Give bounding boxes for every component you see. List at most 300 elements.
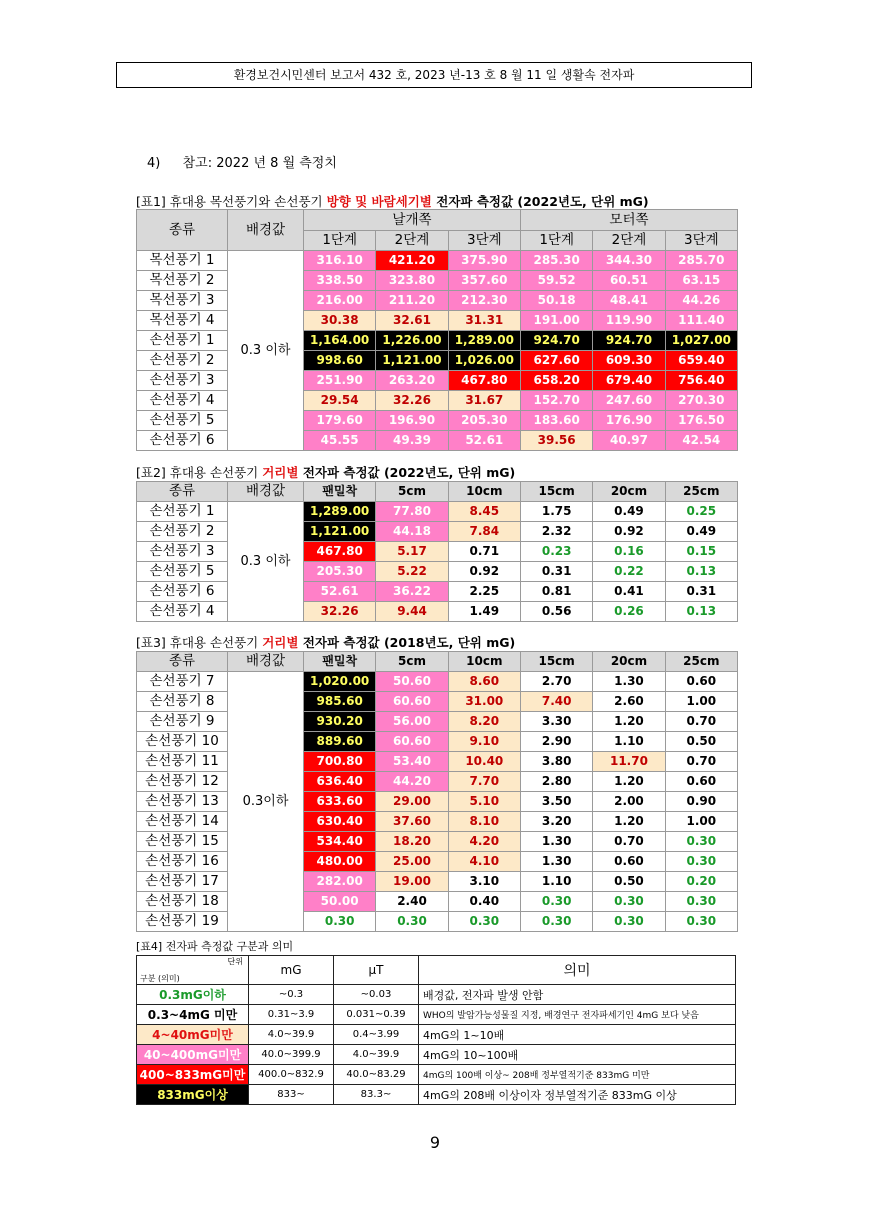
- value-cell: 216.00: [304, 291, 376, 311]
- value-cell: 31.00: [448, 692, 520, 712]
- value-cell: 9.10: [448, 732, 520, 752]
- value-cell: 42.54: [665, 431, 737, 451]
- value-cell: 1,026.00: [448, 351, 520, 371]
- value-cell: 7.84: [448, 522, 520, 542]
- col-distance-header: 20cm: [593, 652, 665, 672]
- value-cell: 627.60: [520, 351, 592, 371]
- value-cell: 183.60: [520, 411, 592, 431]
- ut-range: 0.031~0.39: [334, 1005, 419, 1025]
- mg-range: 833~: [249, 1085, 334, 1105]
- value-cell: 32.26: [376, 391, 448, 411]
- ut-range: 0.4~3.99: [334, 1025, 419, 1045]
- value-cell: 0.30: [665, 852, 737, 872]
- value-cell: 4.10: [448, 852, 520, 872]
- table-row: [137, 331, 738, 351]
- value-cell: 534.40: [304, 832, 376, 852]
- value-cell: 1,027.00: [665, 331, 737, 351]
- value-cell: 889.60: [304, 732, 376, 752]
- value-cell: 0.22: [593, 562, 665, 582]
- col-distance-header: 팬밀착: [304, 482, 376, 502]
- value-cell: 0.56: [520, 602, 592, 622]
- row-name: 손선풍기 9: [137, 712, 228, 732]
- col-blade-group: 날개쪽: [304, 210, 521, 231]
- value-cell: 8.20: [448, 712, 520, 732]
- row-name: 목선풍기 3: [137, 291, 228, 311]
- value-cell: 2.00: [593, 792, 665, 812]
- value-cell: 191.00: [520, 311, 592, 331]
- value-cell: 924.70: [593, 331, 665, 351]
- value-cell: 77.80: [376, 502, 448, 522]
- value-cell: 467.80: [304, 542, 376, 562]
- value-cell: 0.30: [593, 892, 665, 912]
- value-cell: 7.70: [448, 772, 520, 792]
- value-cell: 985.60: [304, 692, 376, 712]
- value-cell: 211.20: [376, 291, 448, 311]
- legend-row: [137, 985, 736, 1005]
- value-cell: 0.41: [593, 582, 665, 602]
- value-cell: 44.26: [665, 291, 737, 311]
- value-cell: 0.30: [665, 892, 737, 912]
- value-cell: 0.71: [448, 542, 520, 562]
- background-value: 0.3 이하: [228, 251, 304, 451]
- value-cell: 8.45: [448, 502, 520, 522]
- row-name: 손선풍기 14: [137, 812, 228, 832]
- col-meaning-header: 의미: [419, 956, 736, 985]
- value-cell: 0.70: [665, 752, 737, 772]
- value-cell: 700.80: [304, 752, 376, 772]
- table-row: [137, 852, 738, 872]
- col-type-header: 종류: [137, 482, 228, 502]
- row-name: 목선풍기 1: [137, 251, 228, 271]
- range-label: 0.3mG이하: [137, 985, 249, 1005]
- row-name: 손선풍기 2: [137, 351, 228, 371]
- value-cell: 1,121.00: [304, 522, 376, 542]
- meaning: 4mG의 100배 이상~ 208배 정부열적기준 833mG 미만: [419, 1065, 736, 1085]
- value-cell: 323.80: [376, 271, 448, 291]
- row-name: 손선풍기 15: [137, 832, 228, 852]
- value-cell: 1,289.00: [448, 331, 520, 351]
- value-cell: 0.30: [665, 912, 737, 932]
- value-cell: 31.31: [448, 311, 520, 331]
- col-distance-header: 5cm: [376, 482, 448, 502]
- value-cell: 998.60: [304, 351, 376, 371]
- table-row: [137, 271, 738, 291]
- value-cell: 756.40: [665, 371, 737, 391]
- meaning: WHO의 발암가능성물질 지정, 배경연구 전자파세기인 4mG 보다 낮음: [419, 1005, 736, 1025]
- ut-range: 83.3~: [334, 1085, 419, 1105]
- table-row: [137, 872, 738, 892]
- col-motor-group: 모터쪽: [520, 210, 737, 231]
- table-row: [137, 792, 738, 812]
- value-cell: 0.30: [665, 832, 737, 852]
- table-row: [137, 411, 738, 431]
- value-cell: 480.00: [304, 852, 376, 872]
- col-bg-header: 배경값: [228, 652, 304, 672]
- value-cell: 636.40: [304, 772, 376, 792]
- col-ut-header: μT: [334, 956, 419, 985]
- value-cell: 1.30: [593, 672, 665, 692]
- col-mg-header: mG: [249, 956, 334, 985]
- value-cell: 2.90: [520, 732, 592, 752]
- range-label: 0.3~4mG 미만: [137, 1005, 249, 1025]
- value-cell: 10.40: [448, 752, 520, 772]
- value-cell: 0.60: [665, 672, 737, 692]
- value-cell: 3.20: [520, 812, 592, 832]
- value-cell: 40.97: [593, 431, 665, 451]
- value-cell: 2.70: [520, 672, 592, 692]
- value-cell: 285.30: [520, 251, 592, 271]
- value-cell: 1,289.00: [304, 502, 376, 522]
- row-name: 손선풍기 12: [137, 772, 228, 792]
- row-name: 손선풍기 18: [137, 892, 228, 912]
- value-cell: 2.80: [520, 772, 592, 792]
- row-name: 손선풍기 7: [137, 672, 228, 692]
- value-cell: 205.30: [448, 411, 520, 431]
- value-cell: 0.30: [520, 912, 592, 932]
- value-cell: 25.00: [376, 852, 448, 872]
- background-value: 0.3이하: [228, 672, 304, 932]
- section-heading: [147, 152, 337, 171]
- table-row: [137, 692, 738, 712]
- mg-range: 40.0~399.9: [249, 1045, 334, 1065]
- value-cell: 1.00: [665, 812, 737, 832]
- value-cell: 0.30: [593, 912, 665, 932]
- page-number: 9: [429, 1133, 441, 1152]
- range-label: 4~40mG미만: [137, 1025, 249, 1045]
- row-name: 손선풍기 4: [137, 391, 228, 411]
- section-title: 참고: 2022 년 8 월 측정치: [182, 156, 337, 171]
- value-cell: 2.32: [520, 522, 592, 542]
- table1-caption: [표1] 휴대용 목선풍기와 손선풍기 방향 및 바람세기별 전자파 측정값 (2022년도, 단위 mG): [136, 194, 649, 209]
- value-cell: 924.70: [520, 331, 592, 351]
- table-row: [137, 351, 738, 371]
- value-cell: 45.55: [304, 431, 376, 451]
- corner-category: 구분 (의미): [140, 974, 180, 983]
- report-header: 환경보건시민센터 보고서 432 호, 2023 년-13 호 8 월 11 일 생활속 전자파: [116, 62, 752, 88]
- table-row: [137, 812, 738, 832]
- value-cell: 179.60: [304, 411, 376, 431]
- meaning: 배경값, 전자파 발생 안함: [419, 985, 736, 1005]
- legend-row: [137, 1085, 736, 1105]
- value-cell: 2.25: [448, 582, 520, 602]
- value-cell: 18.20: [376, 832, 448, 852]
- value-cell: 63.15: [665, 271, 737, 291]
- value-cell: 659.40: [665, 351, 737, 371]
- table2-caption: [표2] 휴대용 손선풍기 거리별 전자파 측정값 (2022년도, 단위 mG): [136, 465, 516, 480]
- col-step-header: 2단계: [593, 231, 665, 251]
- value-cell: 0.13: [665, 562, 737, 582]
- value-cell: 0.30: [376, 912, 448, 932]
- row-name: 손선풍기 5: [137, 411, 228, 431]
- col-step-header: 3단계: [665, 231, 737, 251]
- value-cell: 30.38: [304, 311, 376, 331]
- section-number: 4): [147, 156, 161, 171]
- value-cell: 0.70: [593, 832, 665, 852]
- row-name: 손선풍기 1: [137, 331, 228, 351]
- value-cell: 421.20: [376, 251, 448, 271]
- value-cell: 19.00: [376, 872, 448, 892]
- value-cell: 60.60: [376, 692, 448, 712]
- row-name: 손선풍기 11: [137, 752, 228, 772]
- row-name: 손선풍기 16: [137, 852, 228, 872]
- value-cell: 2.60: [593, 692, 665, 712]
- range-label: 40~400mG미만: [137, 1045, 249, 1065]
- value-cell: 0.31: [665, 582, 737, 602]
- value-cell: 152.70: [520, 391, 592, 411]
- legend-row: [137, 1025, 736, 1045]
- table3-caption: [표3] 휴대용 손선풍기 거리별 전자파 측정값 (2018년도, 단위 mG): [136, 635, 516, 650]
- col-bg-header: 배경값: [228, 210, 304, 251]
- row-name: 손선풍기 6: [137, 582, 228, 602]
- col-step-header: 1단계: [520, 231, 592, 251]
- value-cell: 3.50: [520, 792, 592, 812]
- legend-row: [137, 1065, 736, 1085]
- value-cell: 48.41: [593, 291, 665, 311]
- col-distance-header: 10cm: [448, 652, 520, 672]
- value-cell: 60.60: [376, 732, 448, 752]
- table-row: [137, 602, 738, 622]
- value-cell: 0.50: [665, 732, 737, 752]
- value-cell: 247.60: [593, 391, 665, 411]
- value-cell: 176.90: [593, 411, 665, 431]
- value-cell: 1.75: [520, 502, 592, 522]
- value-cell: 1.10: [593, 732, 665, 752]
- value-cell: 1.49: [448, 602, 520, 622]
- value-cell: 1,164.00: [304, 331, 376, 351]
- table-row: [137, 732, 738, 752]
- table4-caption: [표4] 전자파 측정값 구분과 의미: [136, 940, 294, 953]
- row-name: 손선풍기 2: [137, 522, 228, 542]
- row-name: 손선풍기 17: [137, 872, 228, 892]
- value-cell: 0.23: [520, 542, 592, 562]
- row-name: 손선풍기 4: [137, 602, 228, 622]
- value-cell: 0.70: [665, 712, 737, 732]
- value-cell: 9.44: [376, 602, 448, 622]
- value-cell: 44.20: [376, 772, 448, 792]
- range-label: 833mG이상: [137, 1085, 249, 1105]
- value-cell: 50.00: [304, 892, 376, 912]
- value-cell: 0.13: [665, 602, 737, 622]
- col-distance-header: 25cm: [665, 652, 737, 672]
- col-distance-header: 25cm: [665, 482, 737, 502]
- value-cell: 44.18: [376, 522, 448, 542]
- value-cell: 1,226.00: [376, 331, 448, 351]
- value-cell: 0.26: [593, 602, 665, 622]
- value-cell: 29.00: [376, 792, 448, 812]
- value-cell: 357.60: [448, 271, 520, 291]
- row-name: 손선풍기 5: [137, 562, 228, 582]
- value-cell: 60.51: [593, 271, 665, 291]
- table-row: [137, 522, 738, 542]
- col-distance-header: 5cm: [376, 652, 448, 672]
- value-cell: 0.30: [448, 912, 520, 932]
- value-cell: 3.80: [520, 752, 592, 772]
- value-cell: 36.22: [376, 582, 448, 602]
- table1-by-direction: [136, 209, 738, 451]
- col-distance-header: 15cm: [520, 482, 592, 502]
- mg-range: 400.0~832.9: [249, 1065, 334, 1085]
- mg-range: 0.31~3.9: [249, 1005, 334, 1025]
- value-cell: 5.17: [376, 542, 448, 562]
- table-row: [137, 542, 738, 562]
- value-cell: 0.25: [665, 502, 737, 522]
- row-name: 손선풍기 3: [137, 542, 228, 562]
- value-cell: 39.56: [520, 431, 592, 451]
- col-step-header: 3단계: [448, 231, 520, 251]
- value-cell: 50.60: [376, 672, 448, 692]
- value-cell: 111.40: [665, 311, 737, 331]
- value-cell: 0.60: [593, 852, 665, 872]
- value-cell: 3.30: [520, 712, 592, 732]
- mg-range: 4.0~39.9: [249, 1025, 334, 1045]
- value-cell: 0.49: [593, 502, 665, 522]
- value-cell: 32.61: [376, 311, 448, 331]
- value-cell: 0.20: [665, 872, 737, 892]
- corner-unit: 단위: [227, 957, 243, 966]
- value-cell: 0.16: [593, 542, 665, 562]
- value-cell: 50.18: [520, 291, 592, 311]
- col-distance-header: 15cm: [520, 652, 592, 672]
- value-cell: 176.50: [665, 411, 737, 431]
- table-row: [137, 562, 738, 582]
- row-name: 손선풍기 6: [137, 431, 228, 451]
- value-cell: 5.22: [376, 562, 448, 582]
- corner-cell: [137, 956, 249, 985]
- value-cell: 1,020.00: [304, 672, 376, 692]
- value-cell: 49.39: [376, 431, 448, 451]
- value-cell: 1.20: [593, 812, 665, 832]
- value-cell: 263.20: [376, 371, 448, 391]
- value-cell: 7.40: [520, 692, 592, 712]
- col-type-header: 종류: [137, 210, 228, 251]
- value-cell: 0.31: [520, 562, 592, 582]
- legend-row: [137, 1005, 736, 1025]
- value-cell: 0.50: [593, 872, 665, 892]
- table4-legend: [136, 955, 736, 1105]
- value-cell: 29.54: [304, 391, 376, 411]
- value-cell: 1.20: [593, 712, 665, 732]
- table-row: [137, 251, 738, 271]
- value-cell: 270.30: [665, 391, 737, 411]
- ut-range: ~0.03: [334, 985, 419, 1005]
- value-cell: 3.10: [448, 872, 520, 892]
- value-cell: 1.30: [520, 852, 592, 872]
- row-name: 손선풍기 10: [137, 732, 228, 752]
- value-cell: 1.20: [593, 772, 665, 792]
- value-cell: 0.30: [304, 912, 376, 932]
- value-cell: 344.30: [593, 251, 665, 271]
- value-cell: 8.60: [448, 672, 520, 692]
- row-name: 손선풍기 19: [137, 912, 228, 932]
- table-row: [137, 912, 738, 932]
- value-cell: 0.40: [448, 892, 520, 912]
- value-cell: 2.40: [376, 892, 448, 912]
- table-row: [137, 371, 738, 391]
- col-bg-header: 배경값: [228, 482, 304, 502]
- value-cell: 56.00: [376, 712, 448, 732]
- table-row: [137, 582, 738, 602]
- table-row: [137, 291, 738, 311]
- value-cell: 658.20: [520, 371, 592, 391]
- legend-row: [137, 1045, 736, 1065]
- value-cell: 630.40: [304, 812, 376, 832]
- value-cell: 1.10: [520, 872, 592, 892]
- value-cell: 1.00: [665, 692, 737, 712]
- row-name: 손선풍기 8: [137, 692, 228, 712]
- value-cell: 0.49: [665, 522, 737, 542]
- value-cell: 212.30: [448, 291, 520, 311]
- range-label: 400~833mG미만: [137, 1065, 249, 1085]
- meaning: 4mG의 10~100배: [419, 1045, 736, 1065]
- table-row: [137, 391, 738, 411]
- table-row: [137, 712, 738, 732]
- background-value: 0.3 이하: [228, 502, 304, 622]
- value-cell: 52.61: [448, 431, 520, 451]
- value-cell: 5.10: [448, 792, 520, 812]
- mg-range: ~0.3: [249, 985, 334, 1005]
- table-row: [137, 311, 738, 331]
- value-cell: 467.80: [448, 371, 520, 391]
- value-cell: 0.92: [448, 562, 520, 582]
- row-name: 손선풍기 13: [137, 792, 228, 812]
- table-row: [137, 431, 738, 451]
- value-cell: 0.60: [665, 772, 737, 792]
- col-step-header: 1단계: [304, 231, 376, 251]
- table-row: [137, 832, 738, 852]
- value-cell: 0.30: [520, 892, 592, 912]
- value-cell: 53.40: [376, 752, 448, 772]
- row-name: 목선풍기 2: [137, 271, 228, 291]
- value-cell: 1,121.00: [376, 351, 448, 371]
- value-cell: 0.81: [520, 582, 592, 602]
- value-cell: 282.00: [304, 872, 376, 892]
- table-row: [137, 672, 738, 692]
- meaning: 4mG의 208배 이상이자 정부열적기준 833mG 이상: [419, 1085, 736, 1105]
- value-cell: 59.52: [520, 271, 592, 291]
- value-cell: 0.15: [665, 542, 737, 562]
- value-cell: 375.90: [448, 251, 520, 271]
- value-cell: 1.30: [520, 832, 592, 852]
- value-cell: 316.10: [304, 251, 376, 271]
- col-distance-header: 팬밀착: [304, 652, 376, 672]
- value-cell: 679.40: [593, 371, 665, 391]
- value-cell: 0.92: [593, 522, 665, 542]
- value-cell: 4.20: [448, 832, 520, 852]
- value-cell: 285.70: [665, 251, 737, 271]
- value-cell: 205.30: [304, 562, 376, 582]
- value-cell: 119.90: [593, 311, 665, 331]
- value-cell: 633.60: [304, 792, 376, 812]
- table-row: [137, 752, 738, 772]
- value-cell: 52.61: [304, 582, 376, 602]
- value-cell: 32.26: [304, 602, 376, 622]
- value-cell: 37.60: [376, 812, 448, 832]
- table-row: [137, 892, 738, 912]
- col-distance-header: 20cm: [593, 482, 665, 502]
- value-cell: 609.30: [593, 351, 665, 371]
- col-distance-header: 10cm: [448, 482, 520, 502]
- value-cell: 196.90: [376, 411, 448, 431]
- table2-by-distance-2022: [136, 481, 738, 622]
- meaning: 4mG의 1~10배: [419, 1025, 736, 1045]
- row-name: 손선풍기 1: [137, 502, 228, 522]
- value-cell: 930.20: [304, 712, 376, 732]
- row-name: 목선풍기 4: [137, 311, 228, 331]
- ut-range: 40.0~83.29: [334, 1065, 419, 1085]
- row-name: 손선풍기 3: [137, 371, 228, 391]
- value-cell: 0.90: [665, 792, 737, 812]
- col-type-header: 종류: [137, 652, 228, 672]
